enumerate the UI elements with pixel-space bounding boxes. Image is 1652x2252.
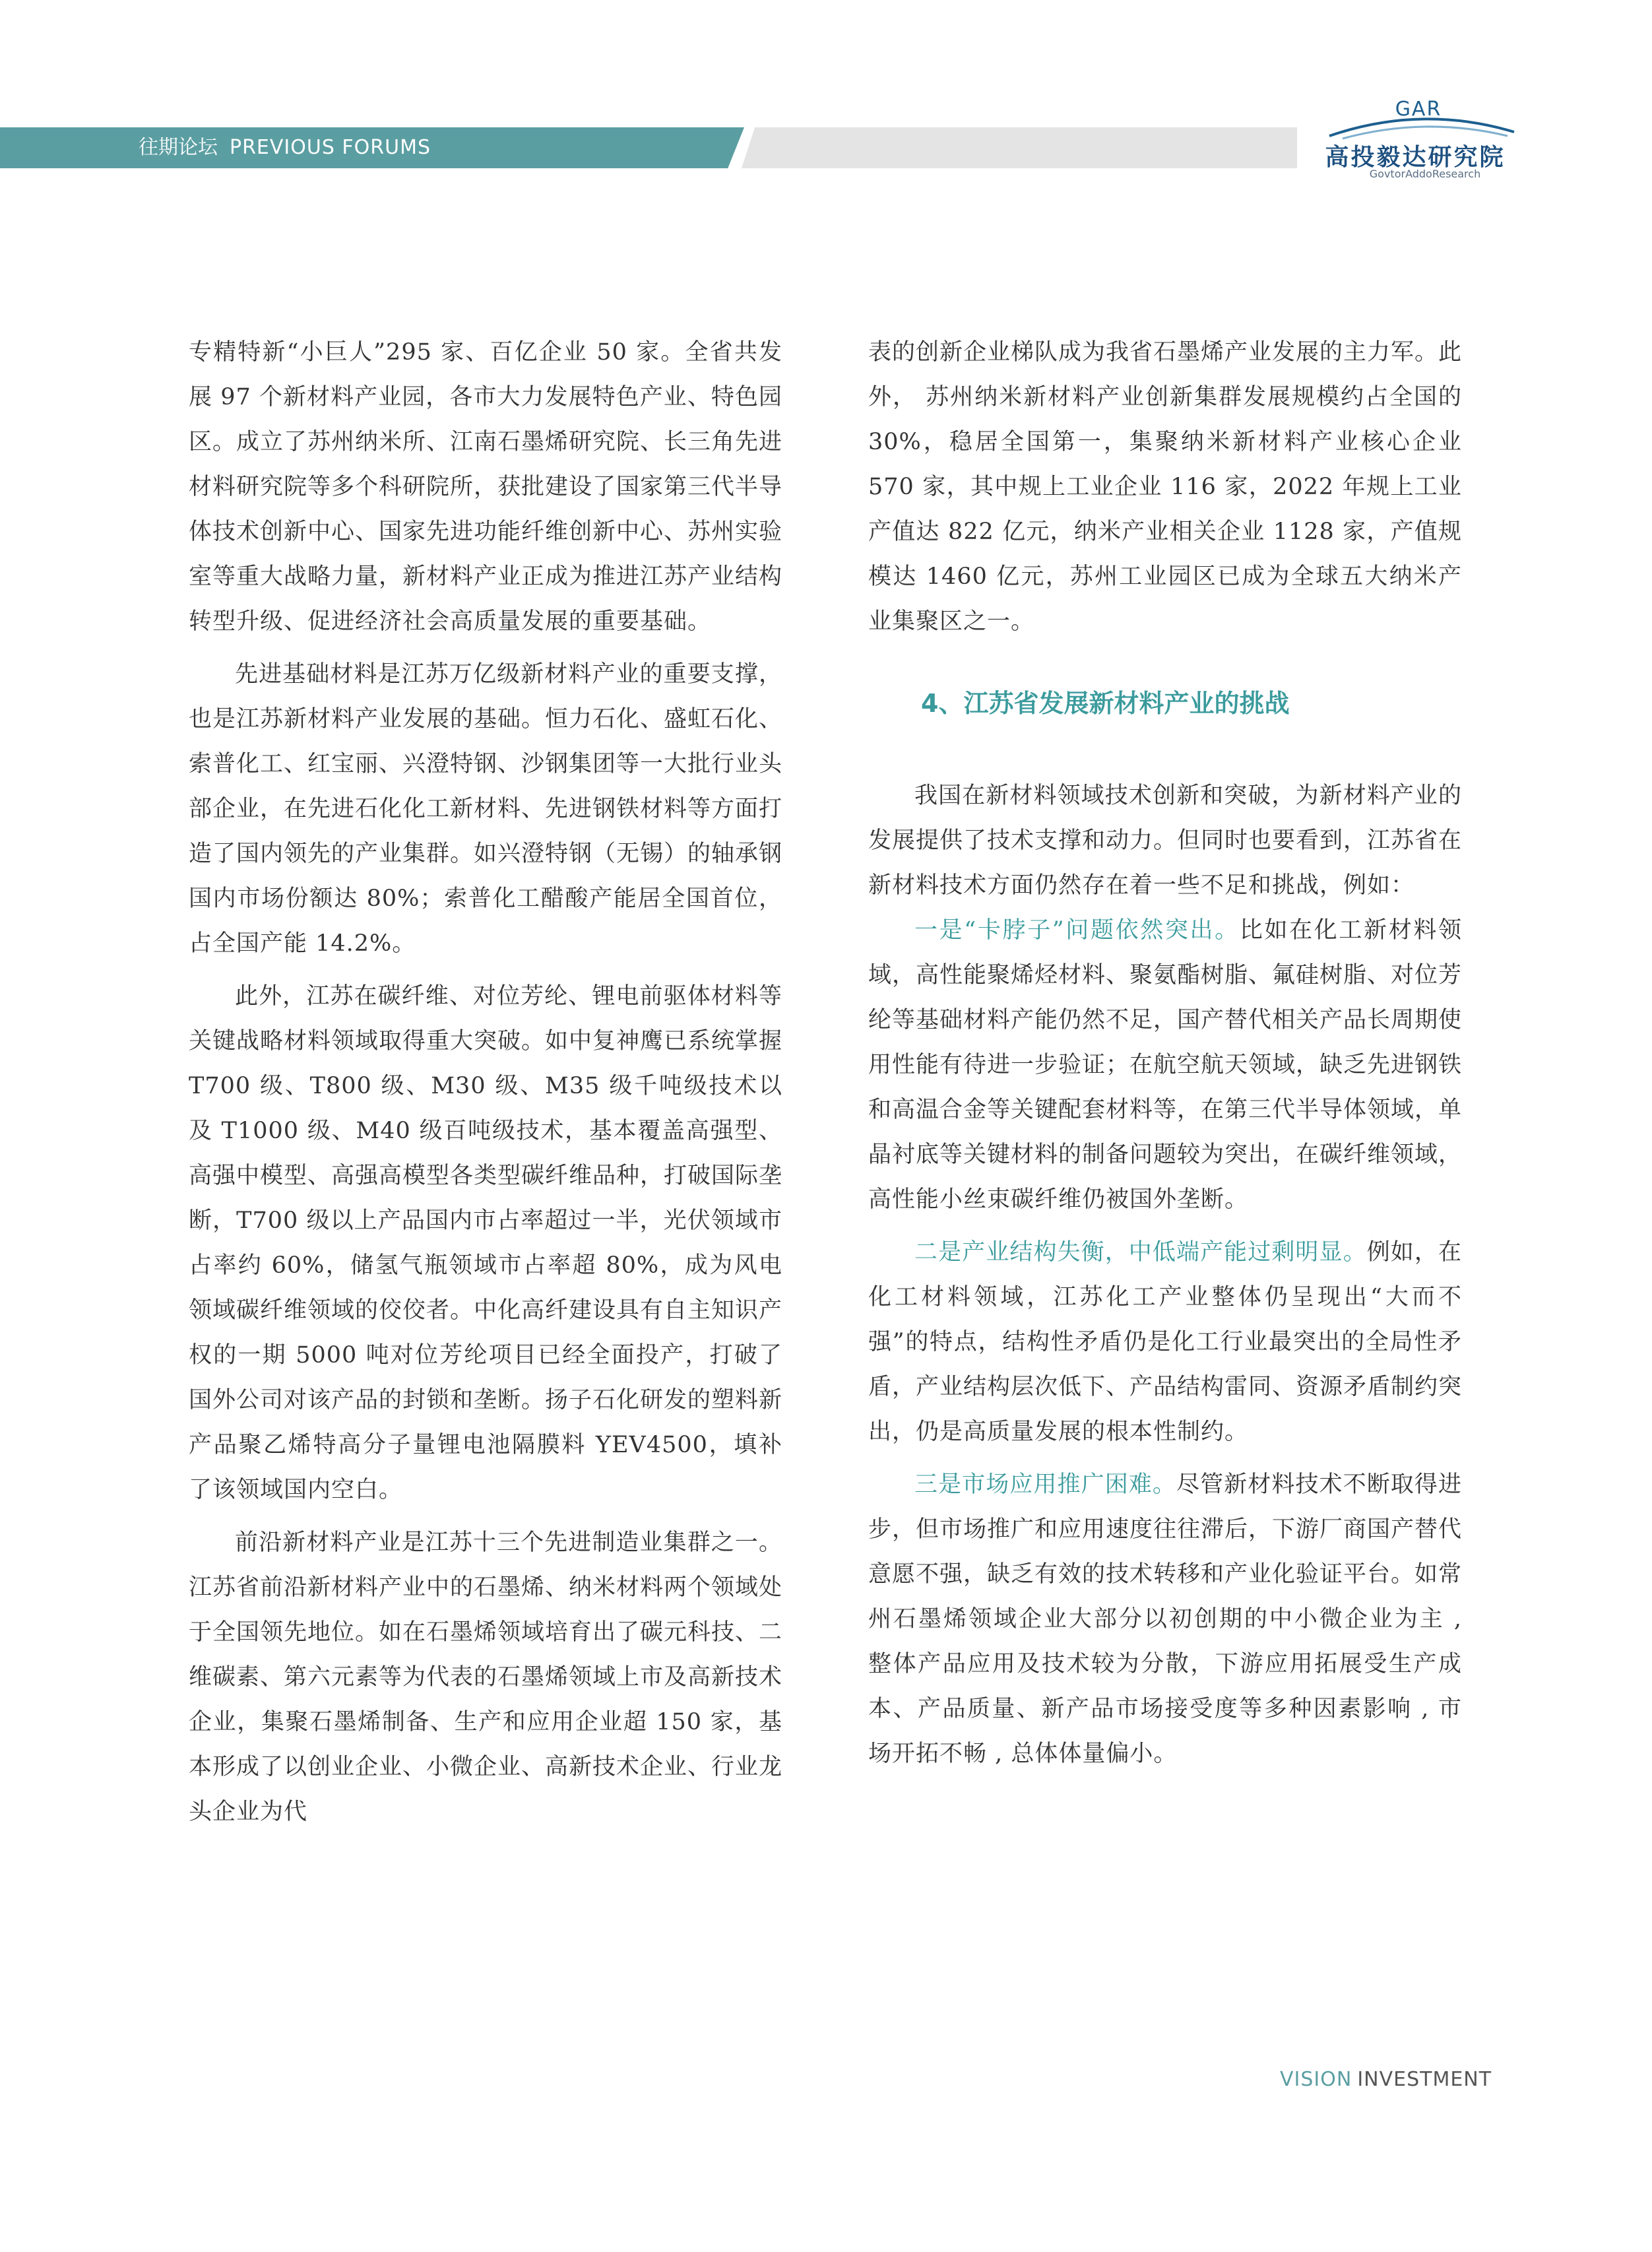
challenge-body: 比如在化工新材料领域，高性能聚烯烃材料、聚氨酯树脂、氟硅树脂、对位芳纶等基础材料产能仍然不足，国产替代相关产品长周期使用性能有待进一步验证；在航空航天领域，缺乏先进钢铁和高温合金等关键配套材料等，在第三代半导体领域，单晶衬底等关键材料的制备问题较为突出，在碳纤维领域，高性能小丝束碳纤维仍被国外垄断。 <box>868 917 1463 1213</box>
challenge-lead: 三是市场应用推广困难。 <box>914 1471 1176 1498</box>
challenge-body: 例如，在化工材料领域，江苏化工产业整体仍呈现出“大而不强”的特点，结构性矛盾仍是化工行业最突出的全局性矛盾，产业结构层次低下、产品结构雷同、资源矛盾制约突出，仍是高质量发展的根本性制约。 <box>868 1239 1463 1445</box>
section-label-cn: 往期论坛 <box>139 136 218 159</box>
challenge-paragraph <box>868 908 1462 1222</box>
footer-vision: VISION <box>1280 2068 1352 2091</box>
header-band-extension <box>742 127 1297 168</box>
challenge-lead: 一是“卡脖子”问题依然突出。 <box>914 917 1240 944</box>
right-column <box>868 330 1462 1776</box>
challenge-paragraph <box>868 1230 1462 1454</box>
left-column <box>189 330 782 1834</box>
challenge-body: 尽管新材料技术不断取得进步，但市场推广和应用速度往往滞后，下游厂商国产替代意愿不强，缺乏有效的技术转移和产业化验证平台。如常州石墨烯领域企业大部分以初创期的中小微企业为主 , 整体产品应用及技术较为分散，下游应用拓展受生产成本、产品质量、新产品市场接受度等多种因素影响 , 市场开拓不畅 , 总体体量偏小。 <box>868 1471 1463 1767</box>
section-label <box>139 127 431 168</box>
paragraph: 此外，江苏在碳纤维、对位芳纶、锂电前驱体材料等关键战略材料领域取得重大突破。如中复神鹰已系统掌握 T700 级、T800 级、M30 级、M35 级千吨级技术以及 T1000 级、M40 级百吨级技术，基本覆盖高强型、高强中模型、高强高模型各类型碳纤维品种，打破国际垄断，T700 级以上产品国内市占率超过一半，光伏领域市占率约 60%，储氢气瓶领域市占率超 80%，成为风电领域碳纤维领域的佼佼者。中化高纤建设具有自主知识产权的一期 5000 吨对位芳纶项目已经全面投产，打破了国外公司对该产品的封锁和垄断。扬子石化研发的塑料新产品聚乙烯特高分子量锂电池隔膜料 YEV4500，填补了该领域国内空白。 <box>189 983 783 1503</box>
challenge-paragraph <box>868 1462 1462 1776</box>
logo-name-en: GovtorAddoResearch <box>1369 168 1481 180</box>
gar-logo <box>1316 98 1527 183</box>
paragraph: 我国在新材料领域技术创新和突破，为新材料产业的发展提供了技术支撑和动力。但同时也要看到，江苏省在新材料技术方面仍然存在着一些不足和挑战，例如： <box>868 783 1463 899</box>
paragraph: 表的创新企业梯队成为我省石墨烯产业发展的主力军。此外， 苏州纳米新材料产业创新集群发展规模约占全国的 30%，稳居全国第一，集聚纳米新材料产业核心企业 570 家，其中规上工业企业 116 家，2022 年规上工业产值达 822 亿元，纳米产业相关企业 1128 家，产值规模达 1460 亿元，苏州工业园区已成为全球五大纳米产业集聚区之一。 <box>868 339 1463 635</box>
logo-name-cn: 高投毅达研究院 <box>1325 144 1506 171</box>
paragraph: 专精特新“小巨人”295 家、百亿企业 50 家。全省共发展 97 个新材料产业园，各市大力发展特色产业、特色园区。成立了苏州纳米所、江南石墨烯研究院、长三角先进材料研究院等多个科研院所，获批建设了国家第三代半导体技术创新中心、国家先进功能纤维创新中心、苏州实验室等重大战略力量，新材料产业正成为推进江苏产业结构转型升级、促进经济社会高质量发展的重要基础。 <box>189 339 783 635</box>
challenge-lead: 二是产业结构失衡，中低端产能过剩明显。 <box>914 1239 1367 1266</box>
footer-investment: INVESTMENT <box>1357 2068 1492 2091</box>
magazine-footer <box>1280 2067 1492 2093</box>
paragraph: 前沿新材料产业是江苏十三个先进制造业集群之一。江苏省前沿新材料产业中的石墨烯、纳米材料两个领域处于全国领先地位。如在石墨烯领域培育出了碳元科技、二维碳素、第六元素等为代表的石墨烯领域上市及高新技术企业，集聚石墨烯制备、生产和应用企业超 150 家，基本形成了以创业企业、小微企业、高新技术企业、行业龙头企业为代 <box>189 1529 783 1825</box>
section-heading: 4、江苏省发展新材料产业的挑战 <box>921 689 1290 718</box>
paragraph: 先进基础材料是江苏万亿级新材料产业的重要支撑，也是江苏新材料产业发展的基础。恒力石化、盛虹石化、索普化工、红宝丽、兴澄特钢、沙钢集团等一大批行业头部企业，在先进石化化工新材料、先进钢铁材料等方面打造了国内领先的产业集群。如兴澄特钢（无锡）的轴承钢国内市场份额达 80%；索普化工醋酸产能居全国首位，占全国产能 14.2%。 <box>189 661 783 957</box>
logo-abbreviation: GAR <box>1395 98 1442 121</box>
section-label-en: PREVIOUS FORUMS <box>230 136 431 159</box>
